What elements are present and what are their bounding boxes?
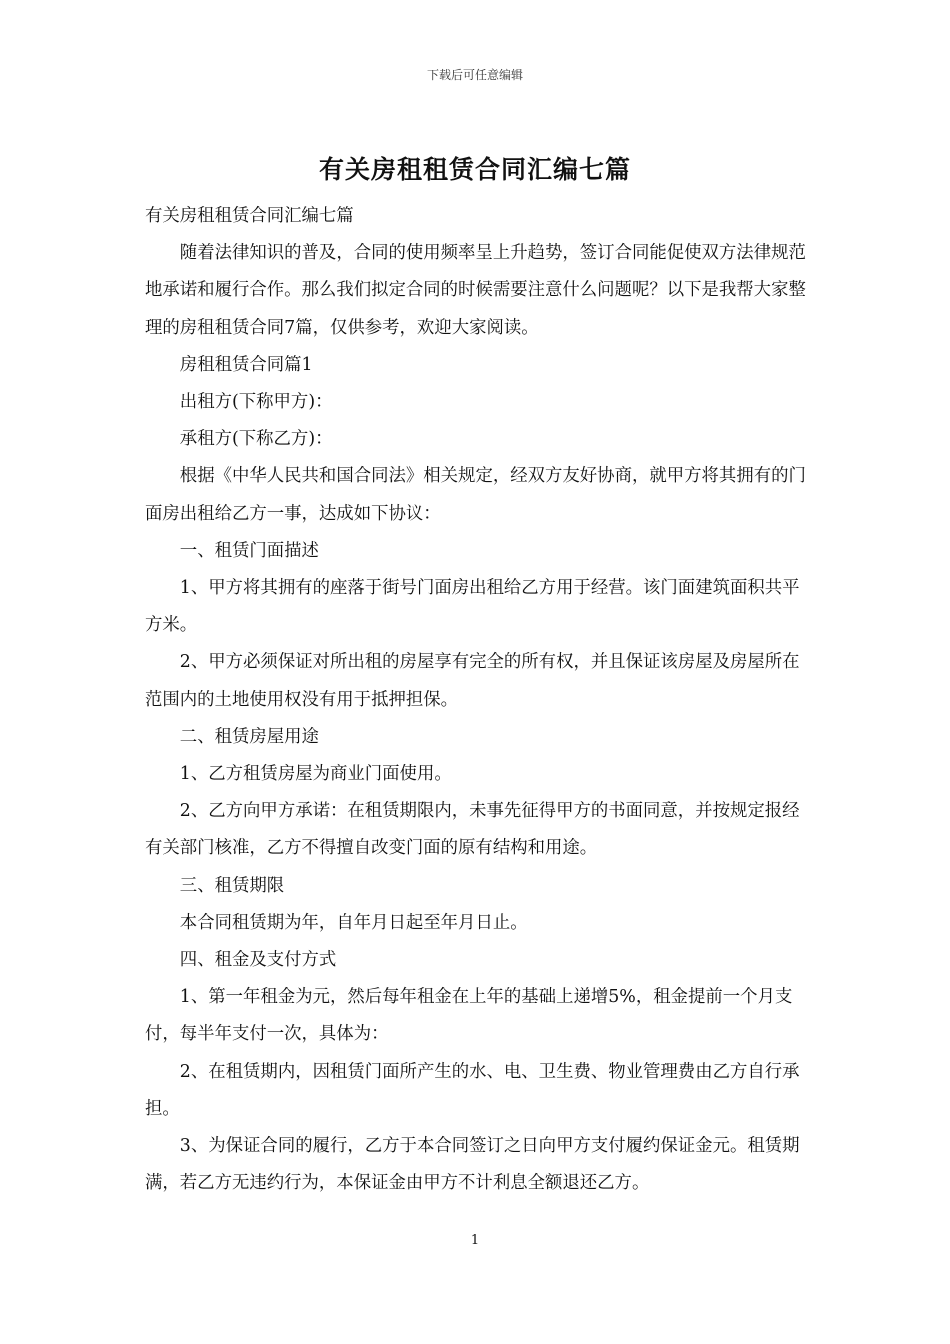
section-heading-2: 二、租赁房屋用途: [179, 726, 319, 747]
clause-1-1: 1、甲方将其拥有的座落于街号门面房出租给乙方用于经营。该门面建筑面积共平方米。: [145, 578, 800, 636]
page-number: 1: [470, 1233, 480, 1248]
clause-3-1: 本合同租赁期为年，自年月日起至年月日止。: [179, 912, 528, 933]
paragraph-intro: 随着法律知识的普及，合同的使用频率呈上升趋势，签订合同能促使双方法律规范地承诺和履行合作。那么我们拟定合同的时候需要注意什么问题呢？以下是我帮大家整理的房租租赁合同7篇，仅供参考，欢迎大家阅读。: [145, 243, 806, 338]
clause-4-1: 1、第一年租金为元，然后每年租金在上年的基础上递增5%，租金提前一个月支付，每半年支付一次，具体为：: [145, 987, 793, 1045]
page-header-note: 下载后可任意编辑: [426, 68, 523, 82]
clause-4-2: 2、在租赁期内，因租赁门面所产生的水、电、卫生费、物业管理费由乙方自行承担。: [145, 1061, 800, 1119]
section-heading-1: 一、租赁门面描述: [179, 540, 319, 561]
clause-2-2: 2、乙方向甲方承诺：在租赁期限内，未事先征得甲方的书面同意，并按规定报经有关部门核准，乙方不得擅自改变门面的原有结构和用途。: [145, 801, 800, 859]
document-body: [145, 198, 807, 1202]
lessor-line: 出租方(下称甲方)：: [179, 392, 333, 413]
section-heading-3: 三、租赁期限: [179, 875, 285, 896]
contract-heading: 房租租赁合同篇1: [179, 354, 313, 375]
clause-4-3: 3、为保证合同的履行，乙方于本合同签订之日向甲方支付履约保证金元。租赁期满，若乙方无违约行为，本保证金由甲方不计利息全额退还乙方。: [145, 1136, 800, 1194]
clause-2-1: 1、乙方租赁房屋为商业门面使用。: [179, 764, 452, 785]
document-subtitle: 有关房租租赁合同汇编七篇: [145, 206, 354, 226]
document-title: 有关房租租赁合同汇编七篇: [318, 155, 631, 184]
section-heading-4: 四、租金及支付方式: [179, 950, 337, 971]
lessee-line: 承租方(下称乙方)：: [179, 429, 333, 450]
clause-1-2: 2、甲方必须保证对所出租的房屋享有完全的所有权，并且保证该房屋及房屋所在范围内的土地使用权没有用于抵押担保。: [145, 652, 800, 710]
paragraph-basis: 根据《中华人民共和国合同法》相关规定，经双方友好协商，就甲方将其拥有的门面房出租给乙方一事，达成如下协议：: [145, 466, 806, 524]
